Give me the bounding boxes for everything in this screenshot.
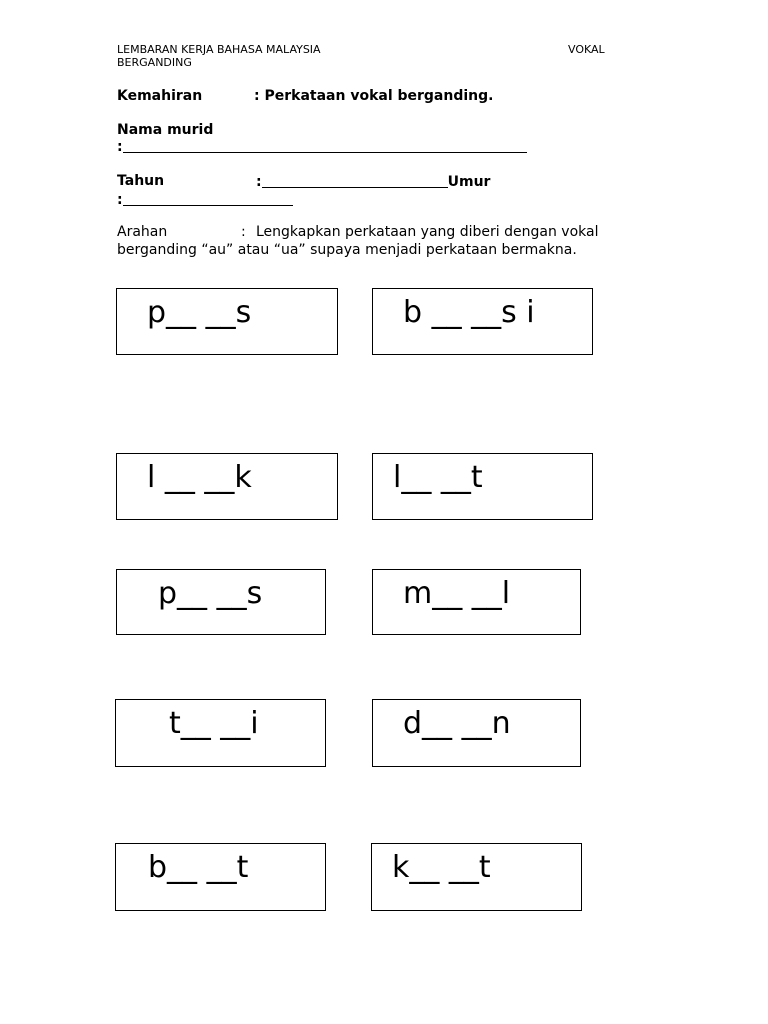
exercise-word: b __ __s i <box>403 295 535 330</box>
arahan-label: Arahan <box>117 224 168 240</box>
instruction-line-1: Lengkapkan perkataan yang diberi dengan vokal <box>256 224 599 240</box>
exercise-word: p__ __s <box>147 295 252 330</box>
umur-blank-line[interactable] <box>123 191 293 206</box>
nama-murid-label: Nama murid <box>117 122 214 138</box>
tahun-field[interactable] <box>256 173 490 190</box>
exercise-box[interactable] <box>371 843 582 911</box>
colon: : <box>117 192 123 208</box>
exercise-word: t__ __i <box>169 706 259 741</box>
colon: : <box>256 174 262 190</box>
umur-field[interactable] <box>117 191 293 208</box>
exercise-word: d__ __n <box>403 706 511 741</box>
instruction-line-2: berganding “au” atau “ua” supaya menjadi perkataan bermakna. <box>117 242 577 258</box>
exercise-word: p__ __s <box>158 576 263 611</box>
nama-murid-field[interactable] <box>117 138 527 155</box>
kemahiran-label: Kemahiran <box>117 88 203 104</box>
umur-label: Umur <box>447 174 491 190</box>
exercise-word: l__ __t <box>393 460 483 495</box>
exercise-box[interactable] <box>372 288 593 355</box>
topic-label: VOKAL <box>568 43 605 56</box>
exercise-word: k__ __t <box>392 850 491 885</box>
exercise-box[interactable] <box>115 843 326 911</box>
exercise-box[interactable] <box>372 699 581 767</box>
exercise-box[interactable] <box>372 569 581 635</box>
exercise-box[interactable] <box>116 569 326 635</box>
colon: : <box>117 139 123 155</box>
exercise-box[interactable] <box>372 453 593 520</box>
arahan-colon: : <box>241 224 246 240</box>
exercise-box[interactable] <box>115 699 326 767</box>
kemahiran-value: : Perkataan vokal berganding. <box>254 88 494 104</box>
exercise-box[interactable] <box>116 453 338 520</box>
worksheet-title-cont: BERGANDING <box>117 56 192 69</box>
exercise-word: b__ __t <box>148 850 249 885</box>
exercise-box[interactable] <box>116 288 338 355</box>
name-blank-line[interactable] <box>123 138 527 153</box>
tahun-label: Tahun <box>117 173 165 189</box>
worksheet-title: LEMBARAN KERJA BAHASA MALAYSIA <box>117 43 321 56</box>
tahun-blank-line[interactable] <box>262 173 448 188</box>
exercise-word: l __ __k <box>147 460 252 495</box>
exercise-word: m__ __l <box>403 576 511 611</box>
